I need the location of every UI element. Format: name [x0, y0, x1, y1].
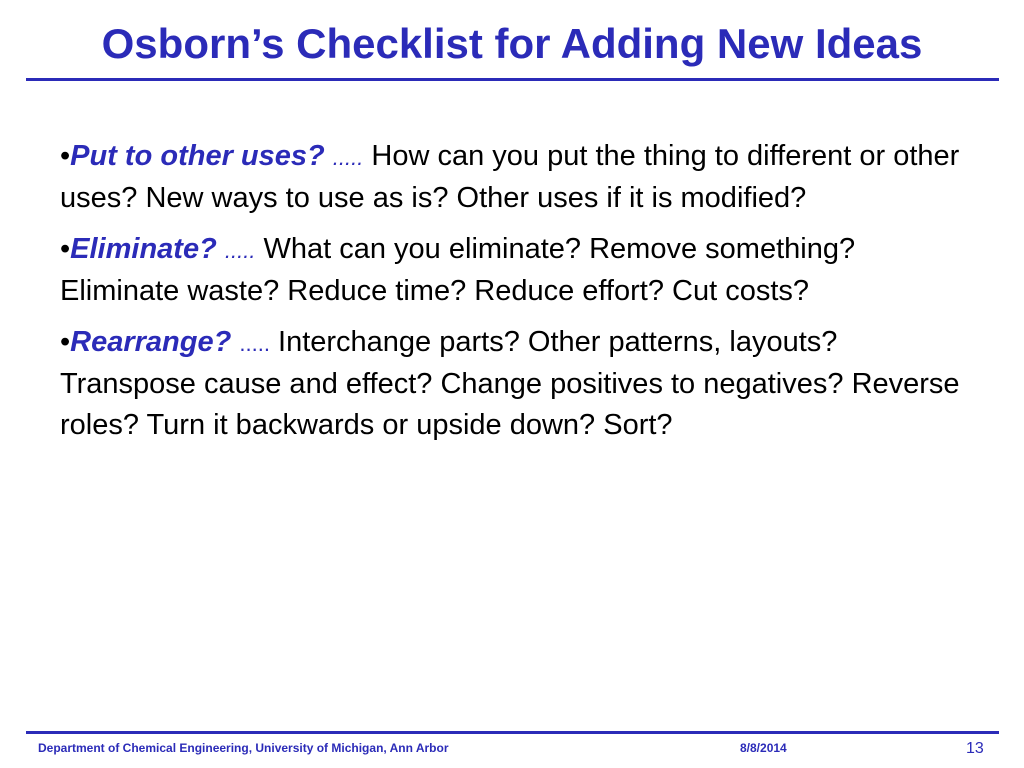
bullet-item-eliminate — [60, 229, 980, 312]
bullet-marker: • — [60, 233, 71, 265]
bullet-dots: ..... — [224, 238, 256, 263]
title-divider — [26, 78, 999, 81]
bullet-text: Interchange parts? Other patterns, layouts? Transpose cause and effect? Change positives to negatives? Reverse roles? Turn it backwards or upside down? Sort? — [60, 326, 960, 441]
bullet-term: Eliminate? — [70, 233, 217, 265]
bullet-item-rearrange — [60, 322, 980, 446]
bullet-text: What can you eliminate? Remove something? Eliminate waste? Reduce time? Reduce effort? Cut costs? — [60, 233, 856, 307]
bullet-term: Put to other uses? — [70, 140, 325, 172]
bullet-item-put-to-other-uses — [60, 136, 980, 219]
bullet-dots: ..... — [332, 145, 364, 170]
slide-title: Osborn’s Checklist for Adding New Ideas — [101, 20, 923, 67]
bullet-text: How can you put the thing to different or other uses? New ways to use as is? Other uses if it is modified? — [60, 140, 960, 214]
footer-date: 8/8/2014 — [740, 741, 787, 755]
page-number: 13 — [966, 740, 984, 757]
footer-divider — [26, 731, 999, 734]
bullet-list — [60, 136, 980, 456]
bullet-term: Rearrange? — [70, 326, 232, 358]
bullet-marker: • — [60, 326, 71, 358]
bullet-marker: • — [60, 140, 71, 172]
footer-department: Department of Chemical Engineering, University of Michigan, Ann Arbor — [38, 741, 449, 755]
bullet-dots: ..... — [239, 331, 270, 356]
